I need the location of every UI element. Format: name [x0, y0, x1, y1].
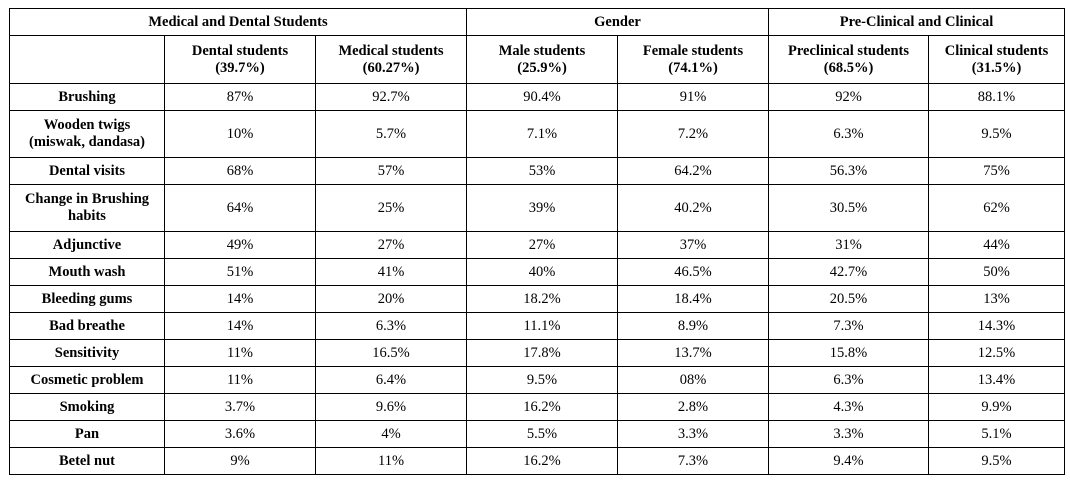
- table-cell: 4.3%: [769, 394, 929, 421]
- table-cell: 16.2%: [467, 394, 618, 421]
- table-cell: 13.7%: [618, 340, 769, 367]
- table-cell: 5.7%: [316, 111, 467, 158]
- row-label-text: Smoking: [59, 398, 115, 415]
- table-cell: 9%: [165, 448, 316, 475]
- table-body: [10, 84, 1065, 475]
- row-label: [10, 394, 165, 421]
- table-row: [10, 286, 1065, 313]
- table-cell: 20%: [316, 286, 467, 313]
- table-cell: 51%: [165, 259, 316, 286]
- table-row: [10, 394, 1065, 421]
- table-cell: 50%: [929, 259, 1065, 286]
- table-cell: 56.3%: [769, 158, 929, 185]
- row-label-text: Dental visits: [48, 162, 126, 179]
- row-label: [10, 84, 165, 111]
- table-cell: 11%: [165, 340, 316, 367]
- table-cell: 92.7%: [316, 84, 467, 111]
- row-label-text: Wooden twigs: [43, 117, 131, 133]
- table-cell: 11.1%: [467, 313, 618, 340]
- group-header-preclinical-clinical: Pre-Clinical and Clinical: [769, 9, 1065, 36]
- table-cell: 18.4%: [618, 286, 769, 313]
- table-cell: 10%: [165, 111, 316, 158]
- table-row: [10, 421, 1065, 448]
- row-label: [10, 313, 165, 340]
- table-cell: 6.3%: [769, 367, 929, 394]
- row-label: [10, 421, 165, 448]
- table-cell: 3.3%: [618, 421, 769, 448]
- row-label: [10, 367, 165, 394]
- row-label: [10, 340, 165, 367]
- table-cell: 62%: [929, 185, 1065, 232]
- sub-header-clinical: Clinical students (31.5%): [929, 36, 1065, 84]
- table-cell: 44%: [929, 232, 1065, 259]
- table-header: [10, 9, 1065, 84]
- sub-header-medical: Medical students (60.27%): [316, 36, 467, 84]
- table-cell: 11%: [165, 367, 316, 394]
- table-cell: 6.3%: [316, 313, 467, 340]
- table-cell: 68%: [165, 158, 316, 185]
- table-cell: 53%: [467, 158, 618, 185]
- table-cell: 64%: [165, 185, 316, 232]
- table-cell: 12.5%: [929, 340, 1065, 367]
- table-cell: 88.1%: [929, 84, 1065, 111]
- table-cell: 13.4%: [929, 367, 1065, 394]
- table-cell: 4%: [316, 421, 467, 448]
- row-label-text: Pan: [74, 425, 100, 442]
- table-cell: 27%: [316, 232, 467, 259]
- table-cell: 8.9%: [618, 313, 769, 340]
- table-row: [10, 313, 1065, 340]
- table-cell: 41%: [316, 259, 467, 286]
- table-row: [10, 158, 1065, 185]
- row-label-text: Cosmetic problem: [30, 371, 144, 388]
- row-label: [10, 232, 165, 259]
- table-cell: 25%: [316, 185, 467, 232]
- table-cell: 31%: [769, 232, 929, 259]
- table-cell: 7.1%: [467, 111, 618, 158]
- row-label-text-line2: (miswak, dandasa): [28, 134, 146, 150]
- table-cell: 14.3%: [929, 313, 1065, 340]
- row-label-text: Sensitivity: [54, 344, 120, 361]
- row-label-text: Betel nut: [59, 452, 115, 469]
- table-row: [10, 185, 1065, 232]
- row-label: [10, 111, 165, 158]
- row-label: [10, 158, 165, 185]
- table-cell: 49%: [165, 232, 316, 259]
- table-row: [10, 84, 1065, 111]
- sub-header-female: Female students (74.1%): [618, 36, 769, 84]
- table-cell: 64.2%: [618, 158, 769, 185]
- row-label-header: [10, 36, 165, 84]
- sub-header-male: Male students (25.9%): [467, 36, 618, 84]
- table-cell: 20.5%: [769, 286, 929, 313]
- table-cell: 15.8%: [769, 340, 929, 367]
- table-cell: 30.5%: [769, 185, 929, 232]
- table-row: [10, 367, 1065, 394]
- table-cell: 87%: [165, 84, 316, 111]
- row-label: [10, 185, 165, 232]
- table-cell: 75%: [929, 158, 1065, 185]
- row-label-text-line2: habits: [68, 208, 106, 224]
- table-cell: 17.8%: [467, 340, 618, 367]
- table-cell: 08%: [618, 367, 769, 394]
- table-cell: 16.2%: [467, 448, 618, 475]
- row-label: [10, 448, 165, 475]
- table-cell: 27%: [467, 232, 618, 259]
- table-cell: 13%: [929, 286, 1065, 313]
- table-cell: 9.5%: [929, 111, 1065, 158]
- table-cell: 5.5%: [467, 421, 618, 448]
- table-row: [10, 111, 1065, 158]
- table-cell: 3.7%: [165, 394, 316, 421]
- table-row: [10, 232, 1065, 259]
- row-label-text: Adjunctive: [52, 236, 122, 253]
- table-cell: 3.6%: [165, 421, 316, 448]
- table-cell: 39%: [467, 185, 618, 232]
- row-label-text: Mouth wash: [48, 263, 126, 280]
- table-cell: 9.9%: [929, 394, 1065, 421]
- row-label-text: Brushing: [58, 88, 116, 105]
- table-cell: 7.3%: [618, 448, 769, 475]
- table-cell: 46.5%: [618, 259, 769, 286]
- table-cell: 18.2%: [467, 286, 618, 313]
- table-cell: 14%: [165, 286, 316, 313]
- group-header-medical-dental: Medical and Dental Students: [10, 9, 467, 36]
- table-cell: 91%: [618, 84, 769, 111]
- table-cell: 42.7%: [769, 259, 929, 286]
- table-cell: 57%: [316, 158, 467, 185]
- row-label: [10, 259, 165, 286]
- table-cell: 7.2%: [618, 111, 769, 158]
- table-cell: 40%: [467, 259, 618, 286]
- table-cell: 14%: [165, 313, 316, 340]
- table-cell: 2.8%: [618, 394, 769, 421]
- table-row: [10, 259, 1065, 286]
- table-cell: 11%: [316, 448, 467, 475]
- table-cell: 7.3%: [769, 313, 929, 340]
- table-cell: 9.4%: [769, 448, 929, 475]
- sub-header-preclinical: Preclinical students (68.5%): [769, 36, 929, 84]
- row-label: [10, 286, 165, 313]
- table-cell: 9.6%: [316, 394, 467, 421]
- table-cell: 9.5%: [929, 448, 1065, 475]
- row-label-text: Bleeding gums: [41, 290, 133, 307]
- sub-header-dental: Dental students (39.7%): [165, 36, 316, 84]
- table-cell: 5.1%: [929, 421, 1065, 448]
- table-cell: 6.4%: [316, 367, 467, 394]
- table-cell: 6.3%: [769, 111, 929, 158]
- survey-results-table: [9, 8, 1065, 475]
- table-row: [10, 340, 1065, 367]
- table-cell: 90.4%: [467, 84, 618, 111]
- group-header-gender: Gender: [467, 9, 769, 36]
- table-cell: 3.3%: [769, 421, 929, 448]
- table-cell: 40.2%: [618, 185, 769, 232]
- group-header-row: [10, 9, 1065, 36]
- row-label-text: Bad breathe: [49, 317, 125, 334]
- sub-header-row: [10, 36, 1065, 84]
- table-cell: 37%: [618, 232, 769, 259]
- table-cell: 92%: [769, 84, 929, 111]
- table-cell: 9.5%: [467, 367, 618, 394]
- table-row: [10, 448, 1065, 475]
- table-cell: 16.5%: [316, 340, 467, 367]
- row-label-text: Change in Brushing: [24, 191, 150, 207]
